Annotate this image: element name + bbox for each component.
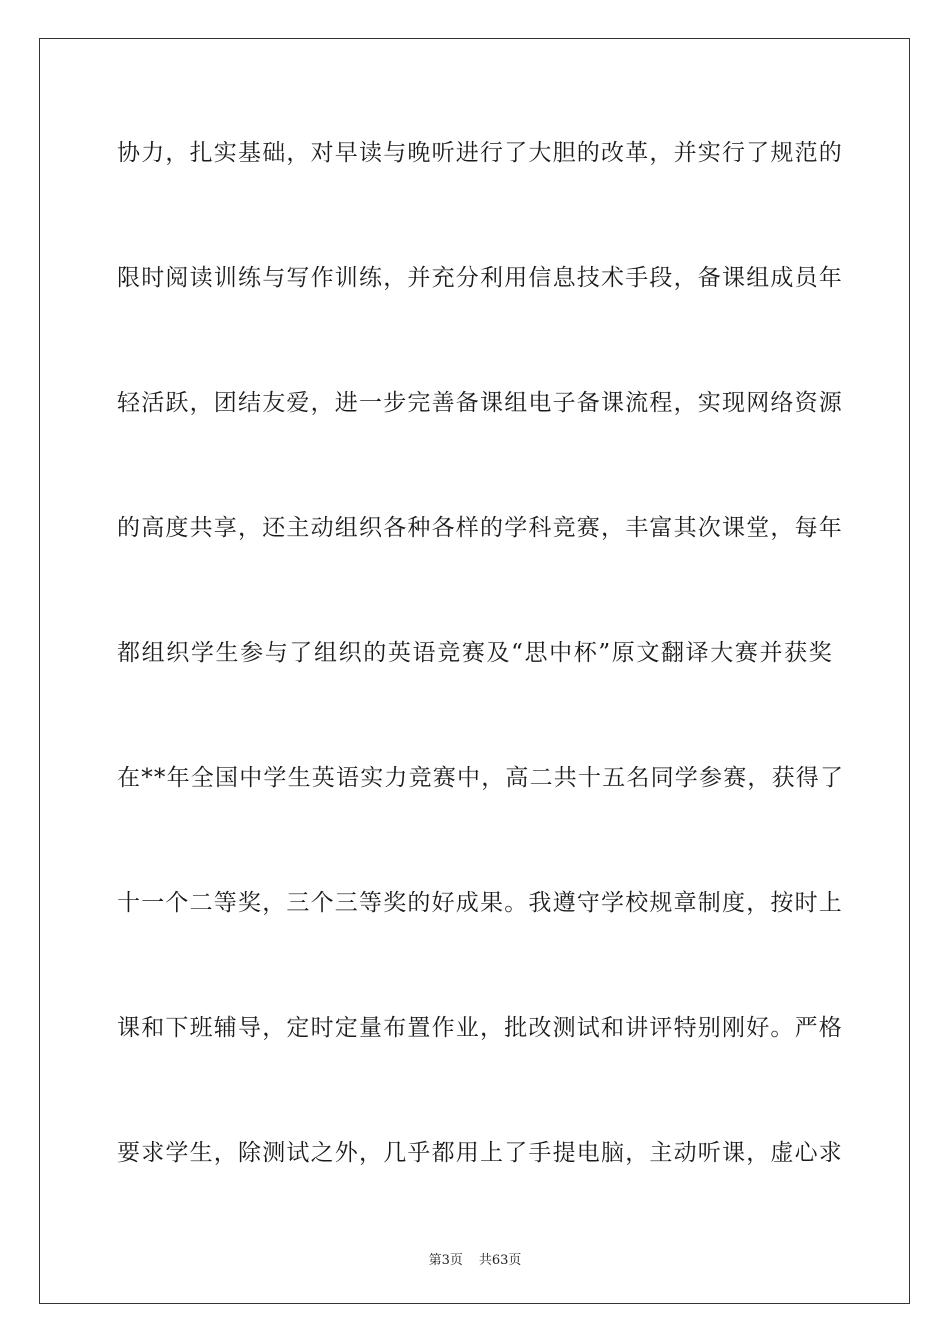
text-line: 都组织学生参与了组织的英语竞赛及“思中杯”原文翻译大赛并获奖 <box>117 640 833 666</box>
total-pages: 共63页 <box>478 1253 522 1268</box>
text-line: 协力，扎实基础，对早读与晚听进行了大胆的改革，并实行了规范的 <box>117 140 843 166</box>
text-line: 限时阅读训练与写作训练，并充分利用信息技术手段，备课组成员年 <box>117 265 843 291</box>
text-line: 要求学生，除测试之外，几乎都用上了手提电脑，主动听课，虚心求 <box>117 1140 843 1166</box>
text-line: 在**年全国中学生英语实力竞赛中，高二共十五名同学参赛，获得了 <box>117 765 845 791</box>
page-footer <box>0 1249 950 1268</box>
text-line: 课和下班辅导，定时定量布置作业，批改测试和讲评特别刚好。严格 <box>117 1015 843 1041</box>
page-number: 第3页 <box>428 1253 463 1268</box>
text-line: 的高度共享，还主动组织各种各样的学科竞赛，丰富其次课堂，每年 <box>117 515 843 541</box>
text-line: 轻活跃，团结友爱，进一步完善备课组电子备课流程，实现网络资源 <box>117 390 843 416</box>
text-line: 十一个二等奖，三个三等奖的好成果。我遵守学校规章制度，按时上 <box>117 890 843 916</box>
body-text <box>117 124 845 1249</box>
